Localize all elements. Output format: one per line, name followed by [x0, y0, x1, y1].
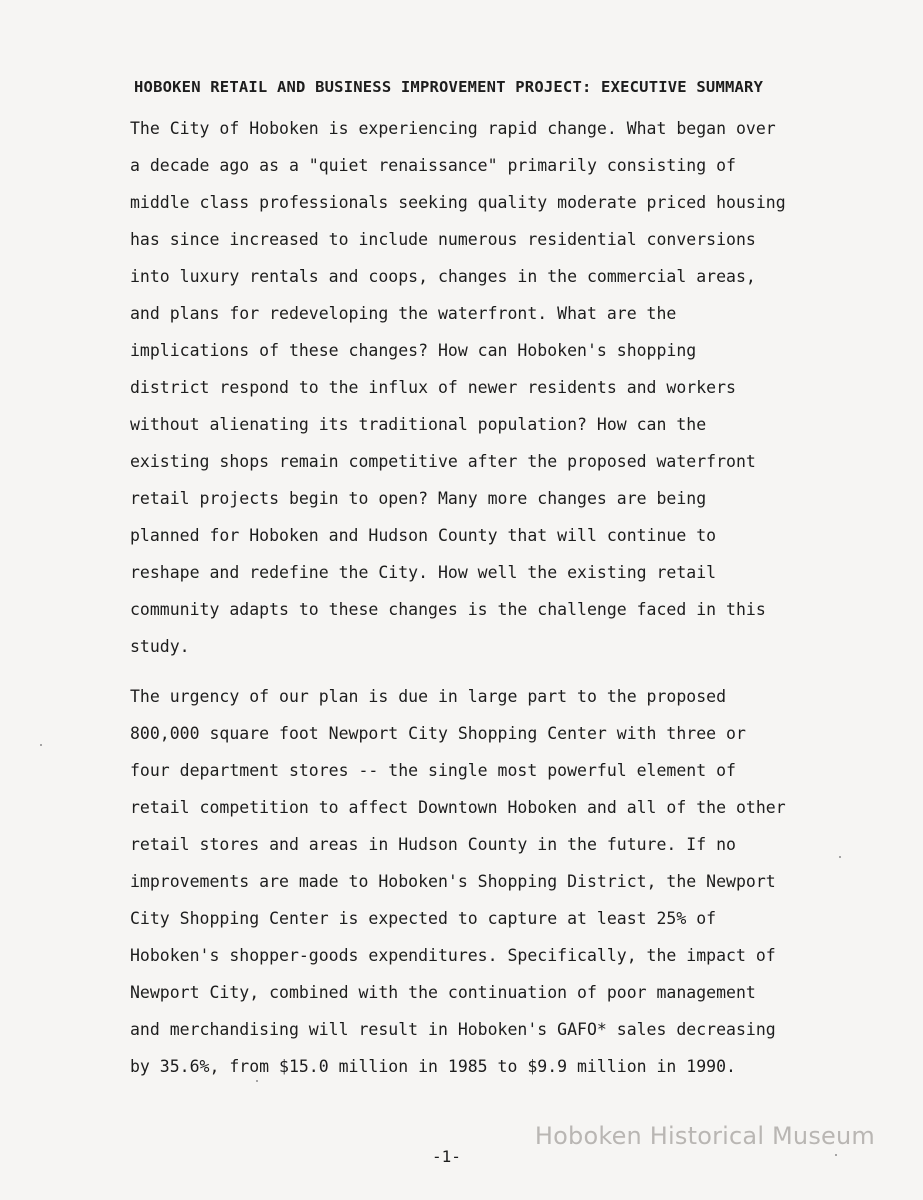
- text-line: planned for Hoboken and Hudson County that will continue to: [130, 526, 717, 545]
- text-line: retail projects begin to open? Many more changes are being: [130, 489, 707, 508]
- paper-speck: [256, 1080, 258, 1082]
- text-line: The City of Hoboken is experiencing rapid change. What began over: [130, 119, 776, 138]
- paper-speck: [40, 744, 42, 746]
- text-line: reshape and redefine the City. How well the existing retail: [130, 563, 717, 582]
- document-title: HOBOKEN RETAIL AND BUSINESS IMPROVEMENT PROJECT: EXECUTIVE SUMMARY: [134, 78, 764, 96]
- text-line: improvements are made to Hoboken's Shopping District, the Newport: [130, 872, 776, 891]
- text-line: and plans for redeveloping the waterfront. What are the: [130, 304, 677, 323]
- text-line: existing shops remain competitive after the proposed waterfront: [130, 452, 756, 471]
- text-line: middle class professionals seeking quality moderate priced housing: [130, 193, 786, 212]
- text-line: into luxury rentals and coops, changes in the commercial areas,: [130, 267, 756, 286]
- text-line: Newport City, combined with the continuation of poor management: [130, 983, 756, 1002]
- museum-watermark: Hoboken Historical Museum: [534, 1122, 875, 1150]
- paragraph-2: [130, 678, 860, 1085]
- text-line: implications of these changes? How can Hoboken's shopping: [130, 341, 697, 360]
- text-line: The urgency of our plan is due in large part to the proposed: [130, 687, 727, 706]
- text-line: and merchandising will result in Hoboken's GAFO* sales decreasing: [130, 1020, 776, 1039]
- page-number: -1-: [432, 1147, 461, 1166]
- text-line: by 35.6%, from $15.0 million in 1985 to $9.9 million in 1990.: [130, 1057, 736, 1076]
- text-line: retail competition to affect Downtown Hoboken and all of the other: [130, 798, 786, 817]
- text-line: district respond to the influx of newer residents and workers: [130, 378, 736, 397]
- paper-speck: [839, 856, 841, 858]
- text-line: City Shopping Center is expected to capture at least 25% of: [130, 909, 717, 928]
- text-line: retail stores and areas in Hudson County in the future. If no: [130, 835, 736, 854]
- text-line: has since increased to include numerous residential conversions: [130, 230, 756, 249]
- text-line: 800,000 square foot Newport City Shopping Center with three or: [130, 724, 746, 743]
- text-line: without alienating its traditional population? How can the: [130, 415, 707, 434]
- text-line: Hoboken's shopper-goods expenditures. Specifically, the impact of: [130, 946, 776, 965]
- text-line: study.: [130, 637, 190, 656]
- text-line: a decade ago as a "quiet renaissance" primarily consisting of: [130, 156, 736, 175]
- paper-speck: [835, 1154, 837, 1156]
- text-line: four department stores -- the single most powerful element of: [130, 761, 736, 780]
- paragraph-1: [130, 110, 860, 665]
- text-line: community adapts to these changes is the challenge faced in this: [130, 600, 766, 619]
